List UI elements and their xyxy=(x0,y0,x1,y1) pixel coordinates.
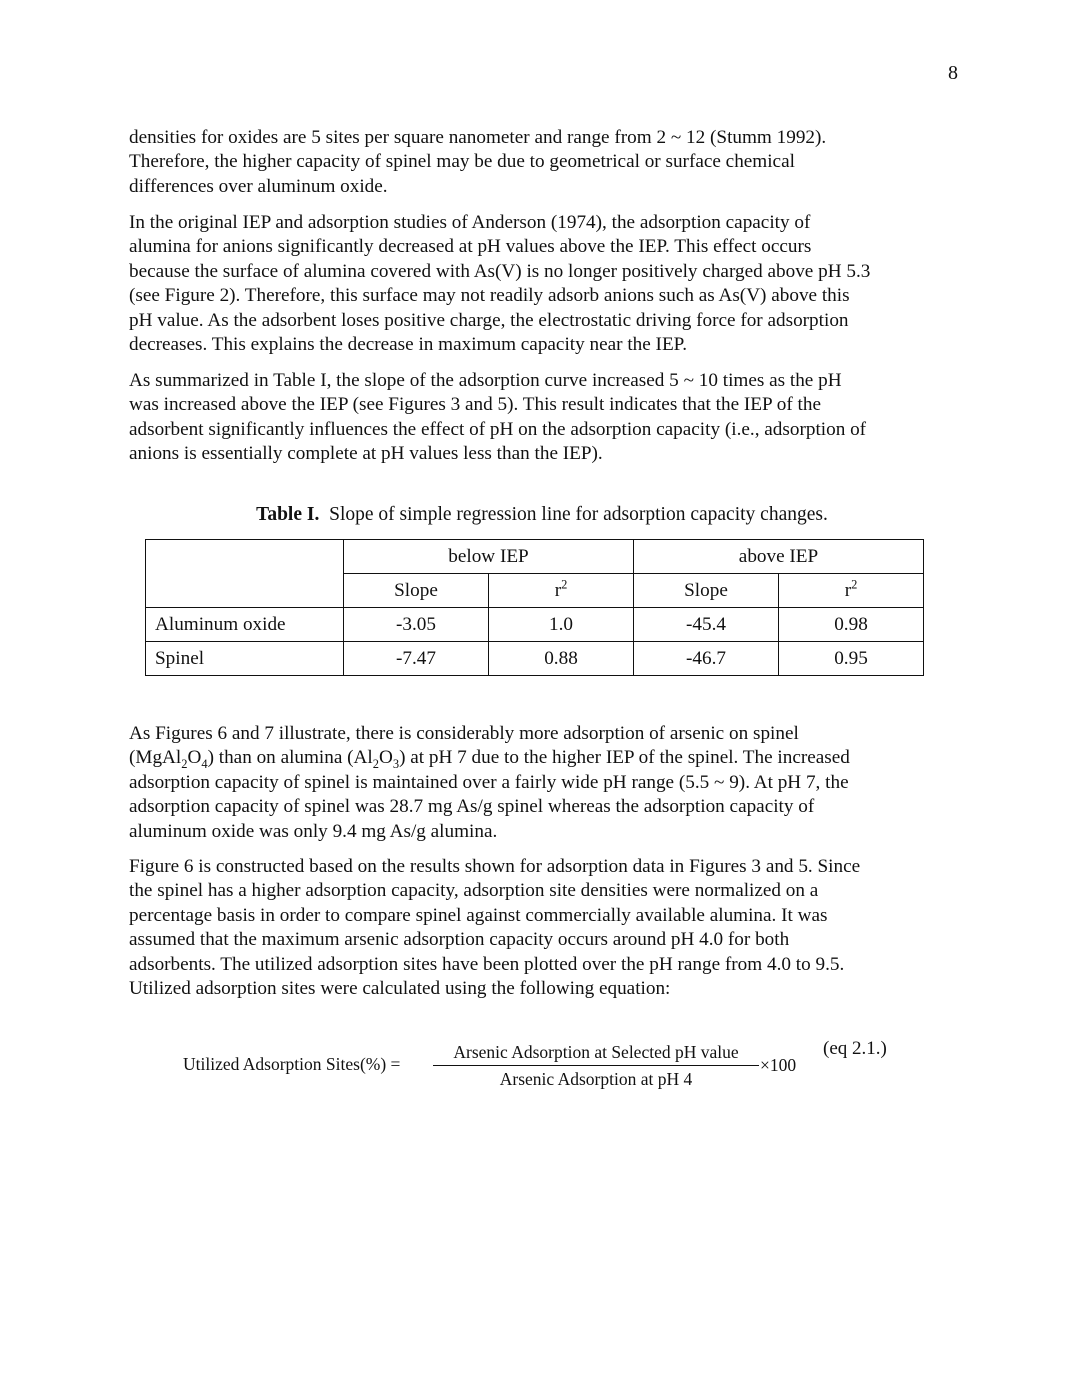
text-line: Therefore, the higher capacity of spinel may be due to geometrical or surface chemical xyxy=(129,151,795,173)
cell-slope-below: -7.47 xyxy=(344,642,489,676)
text-line: adsorbents. The utilized adsorption sites have been plotted over the pH range from 4.0 to 9.5. xyxy=(129,953,845,975)
row-label: Aluminum oxide xyxy=(146,608,344,642)
header-below-iep: below IEP xyxy=(344,540,634,574)
text-line: (see Figure 2). Therefore, this surface may not readily adsorb anions such as As(V) above this xyxy=(129,285,850,307)
text-line: As summarized in Table I, the slope of the adsorption curve increased 5 ~ 10 times as the pH xyxy=(129,370,842,391)
cell-r2-below: 1.0 xyxy=(489,608,634,642)
equation-denominator: Arsenic Adsorption at pH 4 xyxy=(499,1069,693,1089)
text-line: the spinel has a higher adsorption capacity, adsorption site densities were normalized on a xyxy=(129,880,819,902)
text-line: Utilized adsorption sites were calculated using the following equation: xyxy=(129,978,671,1000)
text-line: differences over aluminum oxide. xyxy=(129,175,388,197)
equation-numerator: Arsenic Adsorption at Selected pH value xyxy=(433,1042,759,1066)
text-line: Figure 6 is constructed based on the results shown for adsorption data in Figures 3 and 5. Since xyxy=(129,856,861,877)
text-line: $(MgAl_2O_4)$ than on alumina $(Al_2O_3)$ at pH 7 due to the higher IEP of the spinel. The increased xyxy=(129,747,850,772)
equation-multiplier: ×100 xyxy=(760,1055,797,1075)
table-corner-cell xyxy=(146,540,344,608)
cell-slope-below: -3.05 xyxy=(344,608,489,642)
cell-r2-below: 0.88 xyxy=(489,642,634,676)
page-number: 8 xyxy=(948,62,958,84)
text-line: adsorption capacity of spinel was 28.7 mg As/g spinel whereas the adsorption capacity of xyxy=(129,796,815,818)
slope-table xyxy=(145,539,924,676)
cell-r2-above: 0.98 xyxy=(779,608,924,642)
header-slope-below: Slope xyxy=(344,574,489,608)
text-line: adsorption capacity of spinel is maintained over a fairly wide pH range (5.5 ~ 9). At pH 7, the xyxy=(129,771,849,793)
cell-slope-above: -46.7 xyxy=(634,642,779,676)
header-r2-below: $r^2$ xyxy=(489,574,634,608)
text-line: adsorbent significantly influences the effect of pH on the adsorption capacity (i.e., adsorption of xyxy=(129,418,867,440)
cell-slope-above: -45.4 xyxy=(634,608,779,642)
paragraph-2 xyxy=(129,211,959,357)
cell-r2-above: 0.95 xyxy=(779,642,924,676)
text-line: alumina for anions significantly decreased at pH values above the IEP. This effect occurs xyxy=(129,236,812,258)
table-caption-label: Table I. xyxy=(256,504,320,525)
equation-lhs: Utilized Adsorption Sites(%) = xyxy=(183,1054,401,1074)
text-line: decreases. This explains the decrease in maximum capacity near the IEP. xyxy=(129,334,688,356)
text-line: assumed that the maximum arsenic adsorption capacity occurs around pH 4.0 for both xyxy=(129,929,790,951)
paragraph-4 xyxy=(129,722,959,844)
row-label: Spinel xyxy=(146,642,344,676)
table-caption-text: Slope of simple regression line for adsorption capacity changes. xyxy=(329,504,828,525)
paragraph-5 xyxy=(129,855,959,1001)
header-above-iep: above IEP xyxy=(634,540,924,574)
text-line: anions is essentially complete at pH values less than the IEP). xyxy=(129,443,603,465)
text-line: was increased above the IEP (see Figures 3 and 5). This result indicates that the IEP of the xyxy=(129,394,821,416)
text-line: percentage basis in order to compare spinel against commercially available alumina. It was xyxy=(129,904,828,926)
text-line: pH value. As the adsorbent loses positive charge, the electrostatic driving force for adsorption xyxy=(129,309,849,331)
equation-fraction xyxy=(433,1042,759,1090)
header-r2-above: $r^2$ xyxy=(779,574,924,608)
table-row xyxy=(146,642,924,676)
table-row xyxy=(146,608,924,642)
equation-utilized-sites xyxy=(0,1036,1084,1096)
text-line: densities for oxides are 5 sites per square nanometer and range from 2 ~ 12 (Stumm 1992). xyxy=(129,127,827,148)
paragraph-1 xyxy=(129,126,959,199)
text-line: As Figures 6 and 7 illustrate, there is considerably more adsorption of arsenic on spinel xyxy=(129,723,799,744)
table-caption xyxy=(0,504,1084,526)
text-line: In the original IEP and adsorption studies of Anderson (1974), the adsorption capacity of xyxy=(129,212,811,233)
paragraph-3 xyxy=(129,369,959,467)
header-slope-above: Slope xyxy=(634,574,779,608)
text-line: aluminum oxide was only 9.4 mg As/g alumina. xyxy=(129,820,498,842)
equation-number: (eq 2.1.) xyxy=(823,1038,887,1059)
text-line: because the surface of alumina covered with As(V) is no longer positively charged above pH 5.3 xyxy=(129,260,871,282)
